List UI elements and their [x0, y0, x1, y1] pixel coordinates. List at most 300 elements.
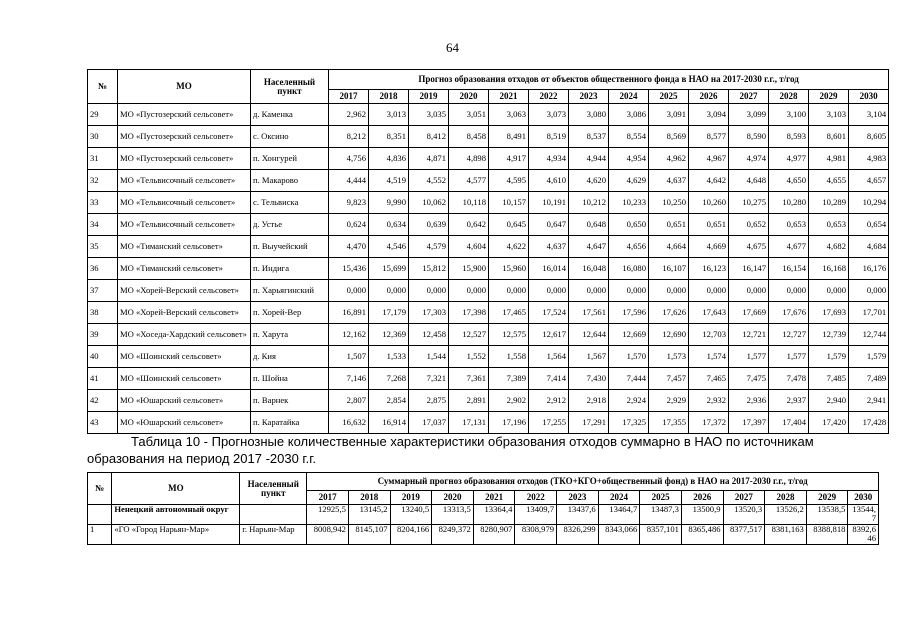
page-number: 64 [446, 40, 459, 55]
value-cell: 16,014 [529, 258, 569, 280]
value-cell: 7,430 [569, 368, 609, 390]
value-cell: 8,537 [569, 126, 609, 148]
year-header: 2025 [649, 90, 689, 104]
value-cell: 8392,646 [848, 525, 879, 545]
value-cell: 4,669 [689, 236, 729, 258]
value-cell: 16,154 [769, 258, 809, 280]
row-number: 32 [88, 170, 118, 192]
value-cell: 4,604 [449, 236, 489, 258]
value-cell: 1,577 [769, 346, 809, 368]
value-cell: 0,000 [489, 280, 529, 302]
value-cell: 8326,299 [557, 525, 599, 545]
value-cell: 17,420 [809, 412, 849, 434]
settlement-cell: п. Выучейский [251, 236, 329, 258]
settlement-cell: п. Макарово [251, 170, 329, 192]
value-cell: 4,577 [449, 170, 489, 192]
table-row [88, 302, 889, 324]
value-cell: 15,436 [329, 258, 369, 280]
value-cell: 1,564 [529, 346, 569, 368]
value-cell: 2,941 [849, 390, 889, 412]
value-cell: 7,457 [649, 368, 689, 390]
value-cell: 7,444 [609, 368, 649, 390]
value-cell: 2,875 [409, 390, 449, 412]
settlement-cell: д. Кия [251, 346, 329, 368]
year-header: 2029 [809, 90, 849, 104]
value-cell: 17,626 [649, 302, 689, 324]
value-cell: 13464,7 [598, 505, 640, 525]
table-row [88, 104, 889, 126]
value-cell: 4,647 [569, 236, 609, 258]
value-cell: 3,035 [409, 104, 449, 126]
value-cell: 0,000 [769, 280, 809, 302]
table-row [88, 346, 889, 368]
header-mo: МО [112, 473, 240, 505]
value-cell: 0,648 [569, 214, 609, 236]
value-cell: 16,048 [569, 258, 609, 280]
year-header: 2027 [729, 90, 769, 104]
value-cell: 13240,5 [390, 505, 432, 525]
value-cell: 2,936 [729, 390, 769, 412]
value-cell: 17,669 [729, 302, 769, 324]
value-cell: 16,168 [809, 258, 849, 280]
value-cell: 7,478 [769, 368, 809, 390]
value-cell: 7,389 [489, 368, 529, 390]
value-cell: 13409,7 [515, 505, 557, 525]
value-cell: 0,653 [809, 214, 849, 236]
value-cell: 4,954 [609, 148, 649, 170]
value-cell: 8357,101 [640, 525, 682, 545]
municipality-cell: МО «Тельвисочный сельсовет» [118, 214, 251, 236]
value-cell: 2,929 [649, 390, 689, 412]
value-cell: 10,294 [849, 192, 889, 214]
year-header: 2020 [449, 90, 489, 104]
row-number: 40 [88, 346, 118, 368]
row-number: 41 [88, 368, 118, 390]
value-cell: 13145,2 [348, 505, 390, 525]
value-cell: 4,622 [489, 236, 529, 258]
value-cell: 4,637 [529, 236, 569, 258]
value-cell: 4,546 [369, 236, 409, 258]
value-cell: 8,519 [529, 126, 569, 148]
value-cell: 10,289 [809, 192, 849, 214]
row-number: 35 [88, 236, 118, 258]
value-cell: 17,398 [449, 302, 489, 324]
value-cell: 8,593 [769, 126, 809, 148]
header-mo: МО [118, 70, 251, 104]
value-cell: 16,123 [689, 258, 729, 280]
value-cell: 7,475 [729, 368, 769, 390]
value-cell: 13313,5 [432, 505, 474, 525]
row-number: 42 [88, 390, 118, 412]
value-cell: 0,642 [449, 214, 489, 236]
value-cell: 10,260 [689, 192, 729, 214]
settlement-cell: д. Устье [251, 214, 329, 236]
value-cell: 8388,818 [806, 525, 848, 545]
value-cell: 4,917 [489, 148, 529, 170]
year-header: 2030 [849, 90, 889, 104]
year-header: 2028 [765, 491, 807, 505]
year-header: 2025 [640, 491, 682, 505]
value-cell: 12,617 [529, 324, 569, 346]
value-cell: 4,981 [809, 148, 849, 170]
value-cell: 0,645 [489, 214, 529, 236]
value-cell: 12925,5 [307, 505, 349, 525]
value-cell: 1,579 [849, 346, 889, 368]
header-forecast-group: Прогноз образования отходов от объектов общественного фонда в НАО на 2017-2030 г.г., т/год [329, 70, 889, 90]
value-cell: 4,470 [329, 236, 369, 258]
value-cell: 4,519 [369, 170, 409, 192]
value-cell: 0,000 [809, 280, 849, 302]
value-cell: 8145,107 [348, 525, 390, 545]
value-cell: 3,104 [849, 104, 889, 126]
year-header: 2029 [806, 491, 848, 505]
year-header: 2028 [769, 90, 809, 104]
year-header: 2023 [557, 491, 599, 505]
row-number: 37 [88, 280, 118, 302]
value-cell: 8343,066 [598, 525, 640, 545]
value-cell: 8,605 [849, 126, 889, 148]
value-cell: 4,620 [569, 170, 609, 192]
value-cell: 3,013 [369, 104, 409, 126]
value-cell: 16,176 [849, 258, 889, 280]
value-cell: 0,000 [729, 280, 769, 302]
header-number: № [88, 70, 118, 104]
year-header: 2017 [329, 90, 369, 104]
value-cell: 4,962 [649, 148, 689, 170]
municipality-cell: МО «Тельвисочный сельсовет» [118, 192, 251, 214]
table-row [88, 192, 889, 214]
value-cell: 17,325 [609, 412, 649, 434]
year-header: 2026 [689, 90, 729, 104]
value-cell: 8249,372 [432, 525, 474, 545]
value-cell: 10,212 [569, 192, 609, 214]
value-cell: 17,693 [809, 302, 849, 324]
value-cell: 15,960 [489, 258, 529, 280]
value-cell: 1,570 [609, 346, 649, 368]
value-cell: 4,595 [489, 170, 529, 192]
value-cell: 17,596 [609, 302, 649, 324]
value-cell: 3,051 [449, 104, 489, 126]
year-header: 2024 [598, 491, 640, 505]
value-cell: 4,944 [569, 148, 609, 170]
value-cell: 0,652 [729, 214, 769, 236]
value-cell: 4,657 [849, 170, 889, 192]
value-cell: 1,552 [449, 346, 489, 368]
municipality-cell: МО «Тиманский сельсовет» [118, 258, 251, 280]
value-cell: 3,100 [769, 104, 809, 126]
value-cell: 0,653 [769, 214, 809, 236]
value-cell: 13526,2 [765, 505, 807, 525]
value-cell: 0,000 [849, 280, 889, 302]
value-cell: 0,000 [409, 280, 449, 302]
value-cell: 12,727 [769, 324, 809, 346]
municipality-cell: МО «Шоинский сельсовет» [118, 346, 251, 368]
value-cell: 4,871 [409, 148, 449, 170]
year-header: 2021 [489, 90, 529, 104]
value-cell: 12,369 [369, 324, 409, 346]
value-cell: 4,656 [609, 236, 649, 258]
value-cell: 8280,907 [473, 525, 515, 545]
value-cell: 10,275 [729, 192, 769, 214]
value-cell: 13520,3 [723, 505, 765, 525]
value-cell: 17,303 [409, 302, 449, 324]
value-cell: 10,157 [489, 192, 529, 214]
value-cell: 1,558 [489, 346, 529, 368]
value-cell: 10,250 [649, 192, 689, 214]
value-cell: 2,962 [329, 104, 369, 126]
value-cell: 12,527 [449, 324, 489, 346]
value-cell: 17,428 [849, 412, 889, 434]
value-cell: 9,990 [369, 192, 409, 214]
year-header: 2022 [529, 90, 569, 104]
value-cell: 8381,163 [765, 525, 807, 545]
value-cell: 4,836 [369, 148, 409, 170]
value-cell: 2,902 [489, 390, 529, 412]
value-cell: 8,491 [489, 126, 529, 148]
value-cell: 2,932 [689, 390, 729, 412]
value-cell: 4,648 [729, 170, 769, 192]
value-cell: 0,000 [449, 280, 489, 302]
value-cell: 4,934 [529, 148, 569, 170]
value-cell: 17,196 [489, 412, 529, 434]
value-cell: 1,574 [689, 346, 729, 368]
value-cell: 1,544 [409, 346, 449, 368]
municipality-cell: МО «Юшарский сельсовет» [118, 412, 251, 434]
row-number: 29 [88, 104, 118, 126]
value-cell: 4,756 [329, 148, 369, 170]
value-cell: 8008,942 [307, 525, 349, 545]
value-cell: 15,900 [449, 258, 489, 280]
value-cell: 13364,4 [473, 505, 515, 525]
settlement-cell: п. Каратайка [251, 412, 329, 434]
settlement-cell: п. Индига [251, 258, 329, 280]
value-cell: 4,552 [409, 170, 449, 192]
value-cell: 3,063 [489, 104, 529, 126]
value-cell: 4,655 [809, 170, 849, 192]
value-cell: 8,590 [729, 126, 769, 148]
settlement-cell: п. Харута [251, 324, 329, 346]
municipality-cell: МО «Шоинский сельсовет» [118, 368, 251, 390]
value-cell: 8,569 [649, 126, 689, 148]
value-cell: 12,644 [569, 324, 609, 346]
value-cell: 0,000 [329, 280, 369, 302]
value-cell: 17,255 [529, 412, 569, 434]
settlement-cell: д. Каменка [251, 104, 329, 126]
settlement-cell: г. Нарьян-Мар [240, 525, 307, 545]
value-cell: 17,037 [409, 412, 449, 434]
value-cell: 4,682 [809, 236, 849, 258]
value-cell: 13437,6 [557, 505, 599, 525]
table-row [88, 324, 889, 346]
value-cell: 4,974 [729, 148, 769, 170]
value-cell: 2,918 [569, 390, 609, 412]
value-cell: 4,967 [689, 148, 729, 170]
value-cell: 16,107 [649, 258, 689, 280]
header-number: № [88, 473, 112, 505]
value-cell: 7,361 [449, 368, 489, 390]
table-row [88, 126, 889, 148]
value-cell: 0,000 [369, 280, 409, 302]
value-cell: 4,650 [769, 170, 809, 192]
value-cell: 1,579 [809, 346, 849, 368]
value-cell: 8365,486 [681, 525, 723, 545]
year-header: 2019 [409, 90, 449, 104]
value-cell: 3,080 [569, 104, 609, 126]
settlement-cell: с. Оксино [251, 126, 329, 148]
value-cell: 12,739 [809, 324, 849, 346]
value-cell: 3,073 [529, 104, 569, 126]
table-row [88, 412, 889, 434]
year-header: 2022 [515, 491, 557, 505]
municipality-cell: МО «Хорей-Верский сельсовет» [118, 280, 251, 302]
value-cell: 0,651 [689, 214, 729, 236]
value-cell: 8,212 [329, 126, 369, 148]
municipality-cell: МО «Пустозерский сельсовет» [118, 148, 251, 170]
table-row [88, 525, 879, 545]
value-cell: 17,179 [369, 302, 409, 324]
value-cell: 3,086 [609, 104, 649, 126]
table-row [88, 170, 889, 192]
value-cell: 12,690 [649, 324, 689, 346]
row-number: 31 [88, 148, 118, 170]
row-number: 36 [88, 258, 118, 280]
value-cell: 3,103 [809, 104, 849, 126]
value-cell: 16,891 [329, 302, 369, 324]
header-settlement: Населенный пункт [240, 473, 307, 505]
year-header: 2030 [848, 491, 879, 505]
value-cell: 17,372 [689, 412, 729, 434]
value-cell: 10,233 [609, 192, 649, 214]
municipality-cell: Ненецкий автономный округ [112, 505, 240, 525]
value-cell: 7,414 [529, 368, 569, 390]
value-cell: 12,744 [849, 324, 889, 346]
row-number: 33 [88, 192, 118, 214]
value-cell: 12,575 [489, 324, 529, 346]
value-cell: 8,554 [609, 126, 649, 148]
value-cell: 4,677 [769, 236, 809, 258]
value-cell: 12,458 [409, 324, 449, 346]
value-cell: 4,444 [329, 170, 369, 192]
year-header: 2023 [569, 90, 609, 104]
value-cell: 10,191 [529, 192, 569, 214]
municipality-cell: «ГО «Город Нарьян-Мар» [112, 525, 240, 545]
value-cell: 13538,5 [806, 505, 848, 525]
caption-line-2: образования на период 2017 -2030 г.г. [87, 451, 316, 466]
municipality-cell: МО «Тиманский сельсовет» [118, 236, 251, 258]
value-cell: 8,412 [409, 126, 449, 148]
table-row [88, 390, 889, 412]
caption-line-1: Таблица 10 - Прогнозные количественные характеристики образования отходов суммарно в НАО по источникам [131, 434, 814, 449]
value-cell: 4,579 [409, 236, 449, 258]
value-cell: 2,924 [609, 390, 649, 412]
value-cell: 2,891 [449, 390, 489, 412]
table-row [88, 368, 889, 390]
table-row [88, 148, 889, 170]
year-header: 2017 [307, 491, 349, 505]
value-cell: 7,465 [689, 368, 729, 390]
value-cell: 17,676 [769, 302, 809, 324]
row-number: 34 [88, 214, 118, 236]
value-cell: 15,699 [369, 258, 409, 280]
value-cell: 8308,979 [515, 525, 557, 545]
value-cell: 8204,166 [390, 525, 432, 545]
value-cell: 16,080 [609, 258, 649, 280]
value-cell: 10,118 [449, 192, 489, 214]
row-number: 38 [88, 302, 118, 324]
value-cell: 2,854 [369, 390, 409, 412]
row-number: 1 [88, 525, 112, 545]
value-cell: 10,280 [769, 192, 809, 214]
municipality-cell: МО «Тельвисочный сельсовет» [118, 170, 251, 192]
municipality-cell: МО «Пустозерский сельсовет» [118, 126, 251, 148]
value-cell: 17,465 [489, 302, 529, 324]
value-cell: 16,632 [329, 412, 369, 434]
value-cell: 7,268 [369, 368, 409, 390]
settlement-cell: п. Хорей-Вер [251, 302, 329, 324]
value-cell: 7,485 [809, 368, 849, 390]
value-cell: 15,812 [409, 258, 449, 280]
waste-forecast-table-public-fund [87, 69, 889, 434]
year-header: 2021 [473, 491, 515, 505]
table-row [88, 258, 889, 280]
value-cell: 12,162 [329, 324, 369, 346]
value-cell: 8,577 [689, 126, 729, 148]
value-cell: 0,000 [609, 280, 649, 302]
value-cell: 17,561 [569, 302, 609, 324]
value-cell: 17,131 [449, 412, 489, 434]
header-settlement: Населенный пункт [251, 70, 329, 104]
value-cell: 2,912 [529, 390, 569, 412]
year-header: 2024 [609, 90, 649, 104]
row-number: 43 [88, 412, 118, 434]
value-cell: 0,651 [649, 214, 689, 236]
row-number: 39 [88, 324, 118, 346]
value-cell: 0,634 [369, 214, 409, 236]
table-row [88, 280, 889, 302]
table-caption [87, 433, 888, 467]
value-cell: 17,643 [689, 302, 729, 324]
value-cell: 17,397 [729, 412, 769, 434]
value-cell: 1,533 [369, 346, 409, 368]
value-cell: 2,937 [769, 390, 809, 412]
value-cell: 0,647 [529, 214, 569, 236]
value-cell: 8377,517 [723, 525, 765, 545]
value-cell: 3,091 [649, 104, 689, 126]
settlement-cell: п. Харьягинский [251, 280, 329, 302]
value-cell: 17,524 [529, 302, 569, 324]
value-cell: 17,355 [649, 412, 689, 434]
municipality-cell: МО «Хоседа-Хардский сельсовет» [118, 324, 251, 346]
value-cell: 1,507 [329, 346, 369, 368]
value-cell: 3,099 [729, 104, 769, 126]
value-cell: 4,684 [849, 236, 889, 258]
settlement-cell: п. Хонгурей [251, 148, 329, 170]
table-row [88, 236, 889, 258]
value-cell: 8,458 [449, 126, 489, 148]
settlement-cell [240, 505, 307, 525]
value-cell: 12,721 [729, 324, 769, 346]
value-cell: 8,601 [809, 126, 849, 148]
settlement-cell: п. Варнек [251, 390, 329, 412]
value-cell: 16,914 [369, 412, 409, 434]
value-cell: 7,146 [329, 368, 369, 390]
value-cell: 10,062 [409, 192, 449, 214]
value-cell: 9,823 [329, 192, 369, 214]
municipality-cell: МО «Пустозерский сельсовет» [118, 104, 251, 126]
value-cell: 4,983 [849, 148, 889, 170]
year-header: 2019 [390, 491, 432, 505]
settlement-cell: п. Шойна [251, 368, 329, 390]
